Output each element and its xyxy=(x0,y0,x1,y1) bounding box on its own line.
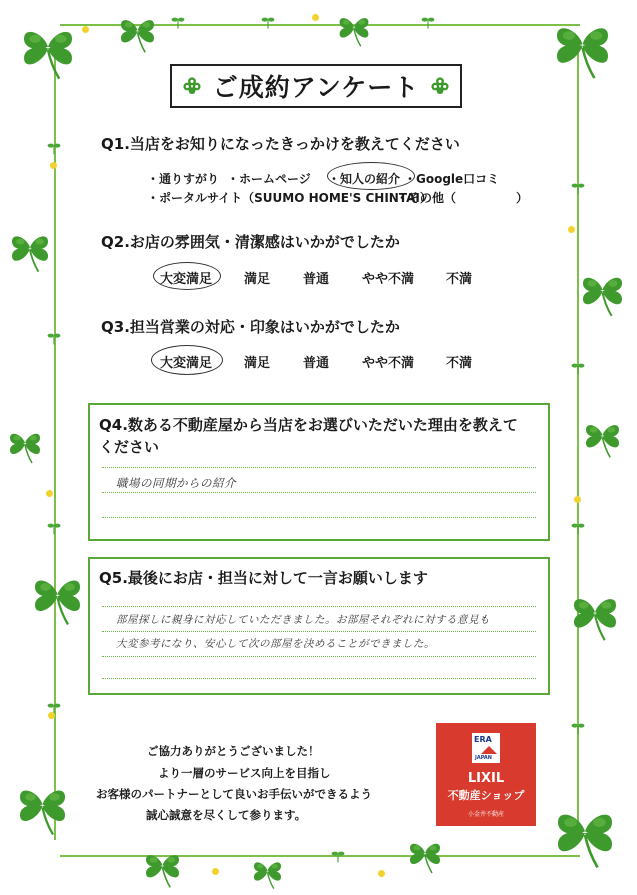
era-badge xyxy=(472,733,500,763)
sprout-icon xyxy=(46,520,62,536)
clover-icon xyxy=(330,5,378,53)
q4-answer-line xyxy=(102,517,536,518)
q1-option-homepage[interactable]: ・ホームページ xyxy=(227,172,311,186)
sprout-icon xyxy=(170,14,186,30)
sprout-icon xyxy=(570,180,586,196)
q4-handwritten-answer: 職場の同期からの紹介 xyxy=(116,476,236,490)
yellow-dot xyxy=(574,496,581,503)
q5-answer-line xyxy=(102,656,536,657)
thanks-line-2: より一層のサービス向上を目指し xyxy=(158,766,331,780)
q5-handwritten-answer-line2: 大変参考になり、安心して次の部屋を決めることができました。 xyxy=(116,638,435,650)
q5-answer-line xyxy=(102,678,536,679)
sprout-icon xyxy=(46,140,62,156)
q4-question: Q4.数ある不動産屋から当店をお選びいただいた理由を教えて xyxy=(99,416,518,434)
sprout-icon xyxy=(570,360,586,376)
clover-icon xyxy=(245,850,290,895)
sprout-icon xyxy=(46,330,62,346)
clover-icon xyxy=(0,420,50,470)
q2-rating-dissatisfied[interactable]: 不満 xyxy=(446,272,473,287)
q3-rating-neutral[interactable]: 普通 xyxy=(303,356,330,371)
clover-icon xyxy=(575,410,630,465)
q3-rating-dissatisfied[interactable]: 不満 xyxy=(446,356,473,371)
q1-option-passerby[interactable]: ・通りすがり xyxy=(147,172,220,186)
brand-name: LIXIL xyxy=(467,771,505,786)
q3-question: Q3.担当営業の対応・印象はいかがでしたか xyxy=(101,318,400,336)
clover-icon xyxy=(8,10,88,90)
lixil-logo xyxy=(436,723,536,826)
clover-icon xyxy=(400,830,450,880)
page-title: ご成約アンケート xyxy=(212,73,420,102)
q3-rating-somewhat-dissatisfied[interactable]: やや不満 xyxy=(362,356,415,371)
clover-icon xyxy=(0,220,60,280)
clover-icon xyxy=(427,73,453,99)
clover-icon xyxy=(540,5,625,90)
yellow-dot xyxy=(312,14,319,21)
sprout-icon xyxy=(570,720,586,736)
q2-rating-neutral[interactable]: 普通 xyxy=(303,272,330,287)
yellow-dot xyxy=(50,162,57,169)
sprout-icon xyxy=(570,520,586,536)
q5-handwritten-answer-line1: 部屋探しに親身に対応していただきました。お部屋それぞれに対する意見も xyxy=(116,614,490,626)
q2-rating-satisfied[interactable]: 満足 xyxy=(244,272,271,287)
yellow-dot xyxy=(46,490,53,497)
q5-answer-line xyxy=(102,631,536,632)
sprout-icon xyxy=(420,14,436,30)
thanks-line-4: 誠心誠意を尽くして参ります。 xyxy=(146,808,307,822)
yellow-dot xyxy=(82,26,89,33)
q1-question: Q1.当店をお知りになったきっかけを教えてください xyxy=(101,135,460,153)
q4-question-line2: ください xyxy=(99,438,160,456)
frame-left xyxy=(54,40,56,840)
q2-question: Q2.お店の雰囲気・清潔感はいかがでしたか xyxy=(101,233,400,251)
q3-rating-satisfied[interactable]: 満足 xyxy=(244,356,271,371)
q1-option-other[interactable]: ・その他（ ） xyxy=(396,191,529,205)
sprout-icon xyxy=(260,14,276,30)
yellow-dot xyxy=(378,870,385,877)
era-sub-label: JAPAN xyxy=(475,755,492,761)
thanks-line-1: ご協力ありがとうございました！ xyxy=(147,744,320,758)
q1-option-referral[interactable]: ・知人の紹介 xyxy=(328,172,401,186)
clover-icon xyxy=(179,73,205,99)
clover-icon xyxy=(20,560,95,635)
clover-icon xyxy=(135,840,190,895)
q2-rating-very-satisfied[interactable]: 大変満足 xyxy=(160,272,213,287)
title-box xyxy=(170,64,462,108)
clover-icon xyxy=(540,790,630,880)
q2-rating-somewhat-dissatisfied[interactable]: やや不満 xyxy=(362,272,415,287)
yellow-dot xyxy=(212,868,219,875)
clover-icon xyxy=(570,260,635,325)
clover-icon xyxy=(110,5,165,60)
q4-answer-line xyxy=(102,492,536,493)
q1-option-portal-site[interactable]: ・ポータルサイト（SUUMO HOME'S CHINTAI） xyxy=(147,191,432,205)
q5-answer-line xyxy=(102,606,536,607)
q5-question: Q5.最後にお店・担当に対して一言お願いします xyxy=(99,569,428,587)
branch-name: 小金井不動産 xyxy=(467,811,504,818)
house-icon xyxy=(481,746,497,754)
thanks-line-3: お客様のパートナーとして良いお手伝いができるよう xyxy=(96,787,372,801)
era-label: ERA xyxy=(474,735,492,744)
q3-rating-very-satisfied[interactable]: 大変満足 xyxy=(160,356,213,371)
sprout-icon xyxy=(330,848,346,864)
q4-answer-line xyxy=(102,467,536,468)
shop-name: 不動産ショップ xyxy=(447,789,525,802)
clover-icon xyxy=(5,770,80,845)
q1-option-google-review[interactable]: ・Google口コミ xyxy=(404,172,500,186)
yellow-dot xyxy=(48,712,55,719)
yellow-dot xyxy=(568,226,575,233)
clover-icon xyxy=(560,580,630,650)
